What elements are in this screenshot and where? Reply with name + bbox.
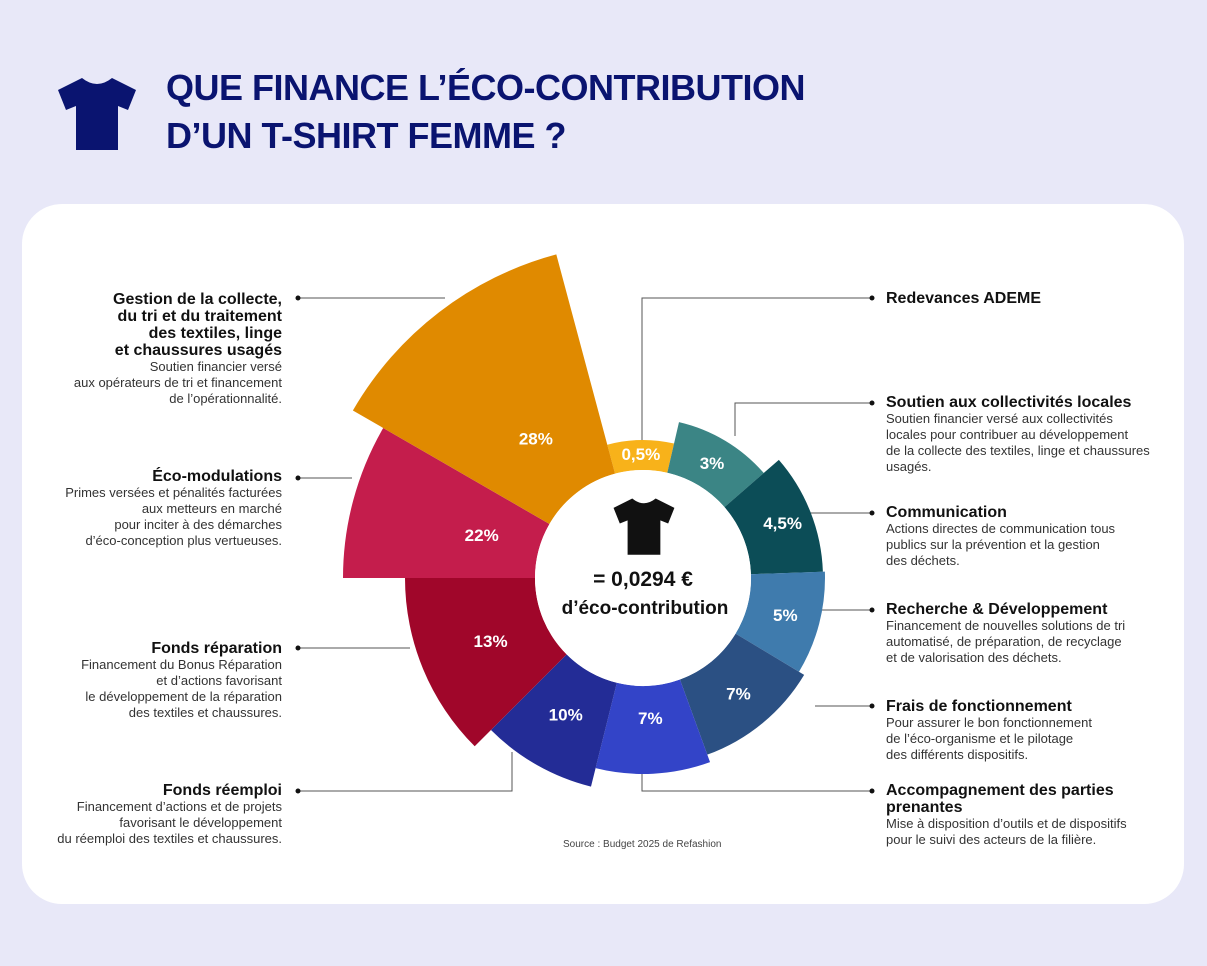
value-label-ademe: 0,5% [621, 445, 661, 465]
leader-dot-6 [870, 511, 875, 516]
leader-dot-0 [296, 296, 301, 301]
value-label-collecte: 28% [518, 429, 553, 449]
value-label-ecomodulations: 22% [464, 525, 499, 545]
communication-title-0: Communication [886, 504, 1007, 521]
center-value: = 0,0294 € [593, 568, 693, 591]
communication-desc-0: Actions directes de communication tous [886, 521, 1116, 536]
collecte-desc-2: de l’opérationnalité. [169, 391, 282, 406]
communication-desc-2: des déchets. [886, 553, 960, 568]
ecomodulations-title-0: Éco-modulations [152, 468, 282, 485]
leader-dot-7 [870, 608, 875, 613]
label-fonctionnement [886, 698, 1092, 763]
source-note: Source : Budget 2025 de Refashion [563, 839, 722, 850]
leader-dot-1 [296, 476, 301, 481]
collecte-title-0: Gestion de la collecte, [113, 291, 282, 308]
recherche-desc-2: et de valorisation des déchets. [886, 650, 1062, 665]
fonctionnement-title-0: Frais de fonctionnement [886, 698, 1072, 715]
center-caption: d’éco-contribution [561, 598, 729, 619]
label-ademe [886, 290, 1041, 307]
ecomodulations-desc-3: d’éco-conception plus vertueuses. [85, 533, 282, 548]
fonctionnement-desc-0: Pour assurer le bon fonctionnement [886, 715, 1092, 730]
value-label-recherche: 5% [773, 605, 798, 625]
label-communication [886, 504, 1115, 569]
ecomodulations-desc-0: Primes versées et pénalités facturées [65, 485, 282, 500]
reemploi-title-0: Fonds réemploi [162, 782, 282, 799]
reparation-desc-1: et d’actions favorisant [156, 673, 282, 688]
accompagnement-desc-1: pour le suivi des acteurs de la filière. [886, 832, 1097, 847]
collectivites-title-0: Soutien aux collectivités locales [886, 394, 1132, 411]
collecte-desc-0: Soutien financier versé [149, 359, 282, 374]
ademe-title-0: Redevances ADEME [886, 290, 1042, 307]
accompagnement-title-0: Accompagnement des parties [886, 782, 1114, 799]
collecte-title-1: du tri et du traitement [117, 308, 282, 325]
title-line-2: D’UN T-SHIRT FEMME ? [166, 115, 566, 156]
collecte-title-2: des textiles, linge [148, 325, 282, 342]
ecomodulations-desc-1: aux metteurs en marché [141, 501, 282, 516]
recherche-desc-1: automatisé, de préparation, de recyclage [886, 634, 1122, 649]
collectivites-desc-3: usagés. [886, 459, 932, 474]
leader-dot-4 [870, 296, 875, 301]
value-label-collectivites: 3% [699, 454, 725, 474]
reemploi-desc-1: favorisant le développement [119, 815, 282, 830]
accompagnement-desc-0: Mise à disposition d’outils et de dispositifs [886, 816, 1127, 831]
recherche-desc-0: Financement de nouvelles solutions de tri [886, 618, 1126, 633]
label-recherche [886, 601, 1125, 666]
communication-desc-1: publics sur la prévention et la gestion [886, 537, 1100, 552]
collectivites-desc-0: Soutien financier versé aux collectivités [886, 411, 1113, 426]
label-collectivites [886, 394, 1150, 475]
leader-dot-2 [296, 646, 301, 651]
ecomodulations-desc-2: pour inciter à des démarches [114, 517, 282, 532]
reparation-desc-0: Financement du Bonus Réparation [81, 657, 282, 672]
label-accompagnement [886, 782, 1127, 848]
collecte-title-3: et chaussures usagés [114, 342, 282, 359]
fonctionnement-desc-1: de l’éco-organisme et le pilotage [886, 731, 1074, 746]
leader-ademe [642, 298, 872, 452]
value-label-reparation: 13% [473, 632, 508, 652]
recherche-title-0: Recherche & Développement [886, 601, 1108, 618]
leader-accompagnement [642, 772, 872, 791]
leader-collectivites [735, 403, 872, 436]
collectivites-desc-2: de la collecte des textiles, linge et chaussures [886, 443, 1150, 458]
label-collecte [74, 291, 282, 407]
reemploi-desc-0: Financement d’actions et de projets [76, 799, 282, 814]
leader-dot-8 [870, 704, 875, 709]
leader-dot-9 [870, 789, 875, 794]
value-label-reemploi: 10% [548, 705, 583, 725]
collectivites-desc-1: locales pour contribuer au développement [886, 427, 1129, 442]
reparation-desc-3: des textiles et chaussures. [128, 705, 282, 720]
value-label-communication: 4,5% [763, 514, 802, 534]
reparation-title-0: Fonds réparation [151, 640, 282, 657]
accompagnement-title-1: prenantes [886, 799, 963, 816]
value-label-accompagnement: 7% [638, 708, 663, 728]
leader-dot-5 [870, 401, 875, 406]
fonctionnement-desc-2: des différents dispositifs. [886, 747, 1029, 762]
collecte-desc-1: aux opérateurs de tri et financement [73, 375, 282, 390]
label-reemploi [57, 782, 282, 847]
value-label-fonctionnement: 7% [726, 684, 751, 704]
title-line-1: QUE FINANCE L’ÉCO-CONTRIBUTION [166, 67, 805, 108]
leader-reemploi [298, 752, 512, 791]
leader-dot-3 [296, 789, 301, 794]
label-ecomodulations [65, 468, 282, 549]
reparation-desc-2: le développement de la réparation [85, 689, 282, 704]
reemploi-desc-2: du réemploi des textiles et chaussures. [57, 831, 282, 846]
label-reparation [81, 640, 282, 721]
